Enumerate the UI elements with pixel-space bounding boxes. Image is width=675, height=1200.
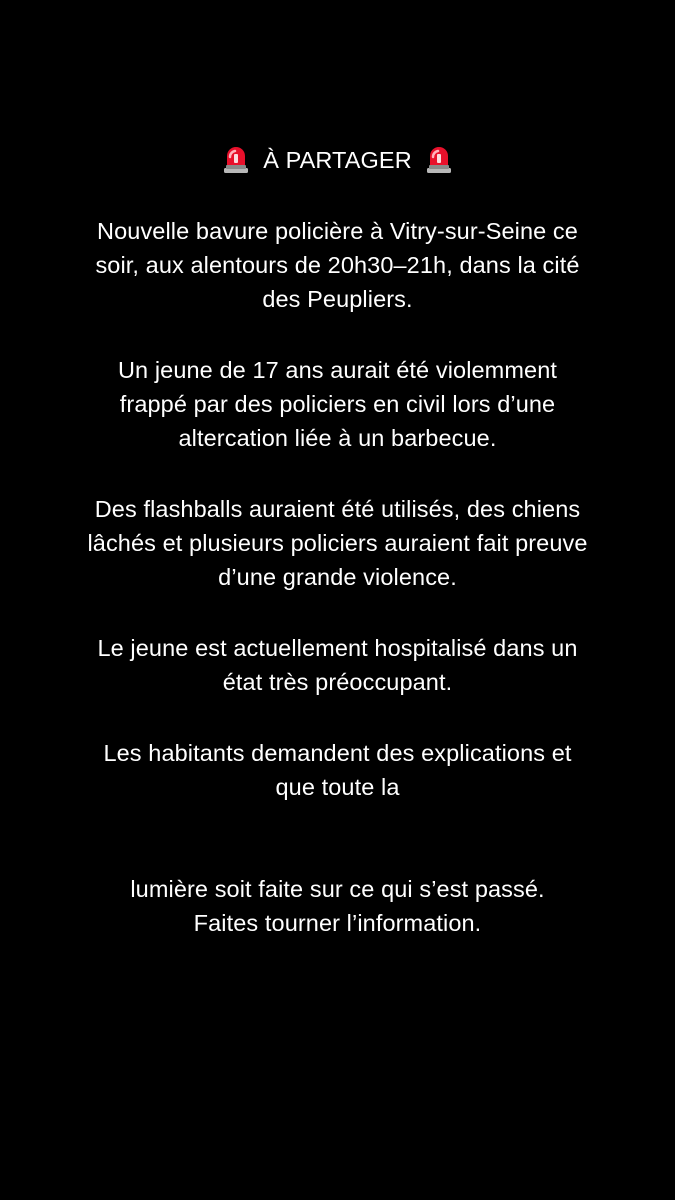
text-line: lumière soit faite sur ce qui s’est passé. bbox=[130, 876, 545, 902]
paragraph-hospital bbox=[20, 631, 655, 699]
text-line: des Peupliers. bbox=[262, 286, 413, 312]
text-line: Un jeune de 17 ans aurait été violemment bbox=[117, 357, 557, 383]
story-text-block bbox=[20, 143, 655, 977]
text-line: Les habitants demandent des explications et bbox=[103, 740, 572, 766]
text-line: Nouvelle bavure policière à Vitry-sur-Seine ce bbox=[97, 218, 578, 244]
story-title: À PARTAGER bbox=[263, 147, 412, 173]
text-line: lâchés et plusieurs policiers auraient fait preuve bbox=[87, 530, 588, 556]
text-line: soir, aux alentours de 20h30–21h, dans la cité bbox=[95, 252, 580, 278]
text-line: que toute la bbox=[275, 774, 400, 800]
paragraph-share bbox=[20, 872, 655, 940]
story-title-row bbox=[20, 143, 655, 177]
paragraph-residents bbox=[20, 736, 655, 804]
text-line: Faites tourner l’information. bbox=[193, 910, 482, 936]
text-line: frappé par des policiers en civil lors d’une bbox=[119, 391, 556, 417]
text-line: Des flashballs auraient été utilisés, des chiens bbox=[94, 496, 581, 522]
paragraph-incident bbox=[20, 214, 655, 316]
police-light-icon bbox=[426, 144, 452, 174]
text-line: altercation liée à un barbecue. bbox=[178, 425, 497, 451]
paragraph-victim bbox=[20, 353, 655, 455]
text-line: d’une grande violence. bbox=[218, 564, 457, 590]
text-line: état très préoccupant. bbox=[222, 669, 453, 695]
police-light-icon bbox=[223, 144, 249, 174]
paragraph-violence bbox=[20, 492, 655, 594]
text-line: Le jeune est actuellement hospitalisé dans un bbox=[97, 635, 578, 661]
